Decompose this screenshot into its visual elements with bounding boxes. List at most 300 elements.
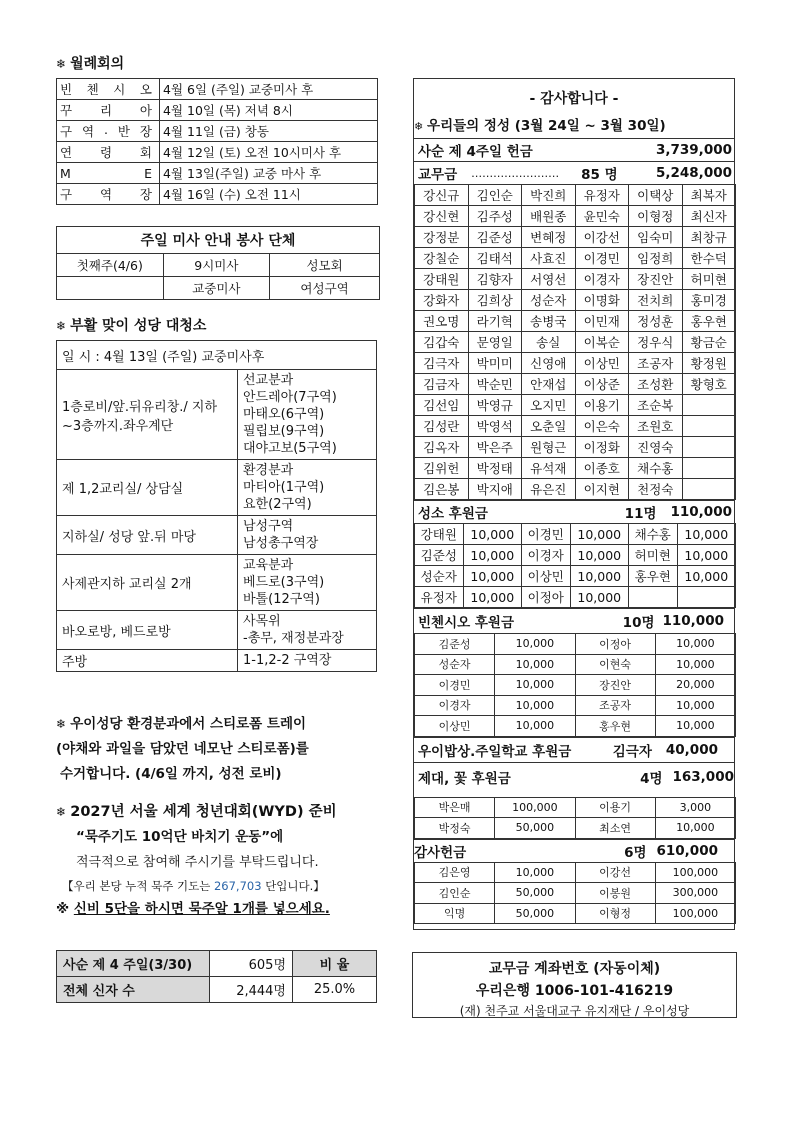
donor-name: 홍우현: [628, 566, 677, 587]
dues-names-row: [415, 479, 736, 500]
dues-names-row: [415, 269, 736, 290]
donation-amount: 10,000: [677, 545, 735, 566]
altar-row-item: [415, 797, 736, 818]
thanks-offering-amount: 610,000: [656, 842, 718, 859]
meeting-group-char: 역: [99, 187, 113, 202]
donor-name: 박은주: [468, 437, 522, 458]
donor-name: 이정아: [521, 587, 570, 608]
donor-name: 전치희: [629, 290, 683, 311]
donor-name: 사효진: [522, 248, 576, 269]
dues-names-row: [415, 458, 736, 479]
donor-name: 김태석: [468, 248, 522, 269]
thanks-offering-count: 6명: [624, 844, 647, 861]
vincent-row-item: [415, 716, 736, 737]
meeting-info: 4월 12일 (토) 오전 10시미사 후: [160, 142, 378, 163]
sungso-row-item: [415, 524, 736, 545]
donor-name: 조순복: [629, 395, 683, 416]
dues-names-row: [415, 311, 736, 332]
cleaning-assignee: 마태오(6구역): [243, 407, 325, 422]
donation-amount: 300,000: [655, 883, 735, 904]
donor-name: 이복순: [575, 332, 629, 353]
donor-name: 유정자: [575, 185, 629, 206]
donor-name: 박영규: [468, 395, 522, 416]
cleaning-assignee: 환경분과: [243, 463, 294, 478]
altar-count: 4명: [640, 770, 663, 787]
donor-name: 이상민: [415, 716, 495, 737]
donation-amount: 10,000: [495, 654, 575, 675]
donor-name: 성순자: [415, 566, 464, 587]
thanks-offering-label: 감사헌금: [414, 844, 467, 861]
donation-amount: 50,000: [495, 903, 575, 924]
cleaning-heading: [56, 315, 206, 335]
total-label: 전체 신자 수: [57, 977, 210, 1003]
sungso-label: 성소 후원금: [418, 506, 488, 522]
donor-name: [682, 395, 736, 416]
cleaning-row: [57, 516, 377, 555]
donor-name: 라기혁: [468, 311, 522, 332]
vincent-label: 빈첸시오 후원금: [418, 615, 514, 631]
altar-label: 제대, 꽃 후원금: [418, 770, 511, 787]
donor-name: 강칠순: [415, 248, 469, 269]
donor-name: 허미현: [628, 545, 677, 566]
sungso-count: 11명: [624, 506, 657, 522]
cleaning-assignees: [238, 555, 377, 611]
cleaning-date: 일 시 : 4월 13일 (주일) 교중미사후: [57, 341, 377, 370]
donor-name: 조공자: [629, 353, 683, 374]
donation-amount: 10,000: [570, 566, 628, 587]
notice1-line3: 수거합니다. (4/6일 까지, 성전 로비): [60, 766, 282, 782]
donor-name: 이명화: [575, 290, 629, 311]
donor-name: 천정숙: [629, 479, 683, 500]
cleaning-assignee: 선교분과: [243, 373, 294, 388]
donor-name: 허미현: [682, 269, 736, 290]
donor-name: 박정숙: [415, 818, 495, 839]
donor-name: 이경민: [575, 248, 629, 269]
donor-name: 송실: [522, 332, 576, 353]
rice-name: 김극자: [612, 743, 652, 760]
donor-name: 이정아: [575, 634, 655, 655]
donor-name: 권오명: [415, 311, 469, 332]
donor-name: 윤민숙: [575, 206, 629, 227]
donor-name: 최신자: [682, 206, 736, 227]
sungso-row-item: [415, 587, 736, 608]
donor-name: 박정태: [468, 458, 522, 479]
monthly-meeting-table: [56, 78, 378, 205]
donor-name: 유은진: [522, 479, 576, 500]
rice-row: [414, 737, 734, 762]
meeting-group-char: 령: [99, 145, 113, 160]
donor-name: 조원호: [629, 416, 683, 437]
donor-name: 장진안: [629, 269, 683, 290]
donor-name: 조성환: [629, 374, 683, 395]
cleaning-assignee: 남성구역: [243, 519, 294, 534]
meeting-row: [57, 142, 378, 163]
donor-name: 김준성: [468, 227, 522, 248]
donor-name: [682, 479, 736, 500]
ratio-label: 비 율: [293, 951, 377, 977]
dues-names-row: [415, 290, 736, 311]
offering-label: 사순 제 4주일 헌금: [418, 144, 533, 160]
donation-amount: 10,000: [655, 634, 735, 655]
cleaning-title: 부활 맞이 성당 대청소: [70, 318, 207, 334]
donor-name: 채수홍: [629, 458, 683, 479]
donor-name: 이경민: [415, 675, 495, 696]
donor-name: 최소연: [575, 818, 655, 839]
sungso-row: [414, 500, 734, 523]
thanks-title: - 감사합니다 -: [529, 91, 619, 107]
donor-name: 정성훈: [629, 311, 683, 332]
donor-name: 한수덕: [682, 248, 736, 269]
donor-name: 이현숙: [575, 654, 655, 675]
meeting-row: [57, 100, 378, 121]
meeting-group-char: M: [60, 165, 71, 181]
mass-guide-group: 성모회: [270, 254, 380, 277]
donation-amount: 20,000: [655, 675, 735, 696]
donor-name: 강화자: [415, 290, 469, 311]
mass-guide-group2: 여성구역: [270, 277, 380, 300]
donor-name: 김인순: [415, 883, 495, 904]
meeting-row: [57, 184, 378, 205]
donor-name: 홍우현: [575, 716, 655, 737]
rice-amount: 40,000: [665, 741, 718, 758]
donation-amount: 10,000: [677, 524, 735, 545]
donor-name: 송병국: [522, 311, 576, 332]
sungso-row-item: [415, 566, 736, 587]
meeting-info: 4월 11일 (금) 창동: [160, 121, 378, 142]
donation-amount: 10,000: [655, 654, 735, 675]
donor-name: 이용기: [575, 797, 655, 818]
meeting-group-char: 회: [139, 145, 152, 160]
vincent-amount: 110,000: [662, 613, 724, 629]
sungso-amount: 110,000: [670, 504, 732, 520]
donor-name: 변혜정: [522, 227, 576, 248]
notice2-line4: 【우리 본당 누적 묵주 기도는 267,703 단입니다.】: [62, 879, 325, 893]
cleaning-place: 제 1,2교리실/ 상담실: [57, 460, 238, 516]
notice2-line2: “묵주기도 10억단 바치기 운동”에: [76, 829, 284, 845]
cleaning-row: [57, 611, 377, 650]
donor-name: 이택상: [629, 185, 683, 206]
cleaning-assignee: 사목위: [243, 614, 281, 629]
cleaning-assignee: 바톨(12구역): [243, 592, 320, 607]
meeting-group: [57, 142, 160, 163]
meeting-group-char: 빈: [60, 82, 73, 97]
donor-name: 서영선: [522, 269, 576, 290]
altar-row-item: [415, 818, 736, 839]
account-holder: (재) 천주교 서울대교구 유지재단 / 우이성당: [459, 1004, 690, 1018]
donor-name: 김위헌: [415, 458, 469, 479]
meeting-group-char: 시: [113, 82, 126, 97]
offering-row: [414, 138, 734, 161]
mass-guide-time2: 교중미사: [163, 277, 270, 300]
dues-count: 85 명: [581, 167, 618, 183]
rice-label: 우이밥상.주일학교 후원금: [418, 743, 572, 760]
mass-guide-title: 주일 미사 안내 봉사 단체: [57, 227, 380, 254]
vincent-table: [414, 633, 736, 737]
meeting-info: 4월 16일 (수) 오전 11시: [163, 187, 301, 202]
cleaning-assignee: 베드로(3구역): [243, 575, 325, 590]
cleaning-assignee: 교육분과: [243, 558, 294, 573]
donation-amount: 10,000: [677, 566, 735, 587]
meeting-group-char: 장: [139, 124, 152, 139]
donation-amount: 3,000: [655, 797, 735, 818]
cleaning-place: 사제관지하 교리실 2개: [57, 555, 238, 611]
bullet-icon: ❄: [56, 717, 71, 731]
meeting-group: [57, 79, 160, 100]
donor-name: 문영일: [468, 332, 522, 353]
donation-amount: 50,000: [495, 883, 575, 904]
donation-amount: [677, 587, 735, 608]
meeting-row: [57, 163, 378, 184]
cleaning-assignees: [238, 611, 377, 650]
donation-amount: 10,000: [495, 862, 575, 883]
donor-name: 황금순: [682, 332, 736, 353]
cleaning-assignees: [238, 370, 377, 460]
donor-name: 이강선: [575, 227, 629, 248]
donor-name: 강신규: [415, 185, 469, 206]
donation-amount: 10,000: [570, 587, 628, 608]
thanks-offering-row-item: [415, 862, 736, 883]
notice1-line2: (야채와 과일을 담았던 네모난 스티로폼)를: [56, 741, 309, 757]
vincent-row-item: [415, 654, 736, 675]
donor-name: 김갑숙: [415, 332, 469, 353]
donor-name: 김준성: [415, 545, 464, 566]
donor-name: 이경자: [575, 269, 629, 290]
donor-name: 이종호: [575, 458, 629, 479]
donor-name: 신영애: [522, 353, 576, 374]
meeting-group-char: E: [144, 165, 152, 181]
donation-amount: 10,000: [495, 675, 575, 696]
donor-name: 이민재: [575, 311, 629, 332]
donor-name: 최복자: [682, 185, 736, 206]
meeting-group-char: 연: [60, 145, 73, 160]
donor-name: [682, 416, 736, 437]
dues-names-row: [415, 353, 736, 374]
donor-name: 이형정: [629, 206, 683, 227]
altar-row: [414, 762, 734, 791]
donor-name: 성순자: [522, 290, 576, 311]
donor-name: 강신현: [415, 206, 469, 227]
donor-name: 오춘일: [522, 416, 576, 437]
rosary-count: 267,703: [213, 879, 262, 893]
donor-name: 유정자: [415, 587, 464, 608]
donor-name: 최창규: [682, 227, 736, 248]
meeting-info: 4월 6일 (주일) 교중미사 후: [160, 79, 378, 100]
attendance-value: 605명: [210, 951, 293, 977]
cleaning-row: [57, 650, 377, 672]
donor-name: 이강선: [575, 862, 655, 883]
vincent-row-item: [415, 675, 736, 696]
account-title: 교무금 계좌번호 (자동이체): [488, 961, 661, 977]
cleaning-assignee: 요한(2구역): [243, 497, 312, 512]
styrofoam-notice: [56, 712, 309, 787]
donor-name: 김은영: [415, 862, 495, 883]
sungso-table: [414, 523, 736, 608]
dues-names-row: [415, 416, 736, 437]
dues-amount: 5,248,000: [655, 165, 732, 181]
donor-name: 김준성: [415, 634, 495, 655]
dues-label: 교무금: [418, 167, 458, 183]
meeting-group: [57, 121, 160, 142]
thanks-offering-row: [414, 839, 734, 862]
donor-name: 이상민: [575, 353, 629, 374]
cleaning-row: [57, 460, 377, 516]
donation-amount: 10,000: [463, 524, 521, 545]
ratio-value: 25.0%: [293, 977, 377, 1003]
donor-name: 김은봉: [415, 479, 469, 500]
cleaning-place: 주방: [57, 650, 238, 672]
altar-table: [414, 797, 736, 839]
donor-name: 안재섭: [522, 374, 576, 395]
dues-names-row: [415, 185, 736, 206]
thanks-period-line: [414, 114, 734, 134]
monthly-meeting-heading: [56, 53, 124, 73]
meeting-group: [57, 163, 160, 184]
notice2-line5: ※ 신비 5단을 하시면 묵주알 1개를 넣으세요.: [56, 901, 330, 917]
donation-amount: 10,000: [495, 716, 575, 737]
meeting-group-char: 꾸: [60, 103, 73, 118]
donation-amount: 10,000: [570, 524, 628, 545]
meeting-group-char: 역: [82, 124, 95, 139]
attendance-table: [56, 950, 377, 1003]
altar-amount: 163,000: [672, 768, 734, 785]
cleaning-assignee: 필립보(9구역): [243, 424, 325, 439]
meeting-group: [57, 184, 160, 205]
notice2-line3: 적극적으로 참여해 주시기를 부탁드립니다.: [76, 855, 319, 870]
donation-amount: 10,000: [495, 634, 575, 655]
thanks-panel: [413, 78, 735, 930]
donor-name: 이정화: [575, 437, 629, 458]
dues-names-row: [415, 374, 736, 395]
mass-guide-week: 첫째주(4/6): [57, 254, 164, 277]
dues-row: [414, 161, 734, 184]
donor-name: 성순자: [415, 654, 495, 675]
dues-names-table: [414, 184, 736, 500]
cleaning-row: [57, 555, 377, 611]
mass-guide-time: 9시미사: [163, 254, 270, 277]
donor-name: 홍우현: [682, 311, 736, 332]
donor-name: 이용기: [575, 395, 629, 416]
donor-name: 강정분: [415, 227, 469, 248]
cleaning-assignee: -총무, 재정분과장: [243, 631, 344, 646]
donor-name: 정우식: [629, 332, 683, 353]
account-box: [412, 952, 737, 1018]
dues-names-row: [415, 437, 736, 458]
donor-name: 황형호: [682, 374, 736, 395]
dues-names-row: [415, 248, 736, 269]
cleaning-assignee: 남성총구역장: [243, 536, 319, 551]
donor-name: 김인순: [468, 185, 522, 206]
meeting-group: [57, 100, 160, 121]
bullet-icon: ❄: [414, 120, 428, 133]
dues-names-row: [415, 332, 736, 353]
mass-guide-table: [56, 226, 380, 300]
thanks-offering-table: [414, 862, 736, 925]
vincent-row-item: [415, 634, 736, 655]
donor-name: [682, 458, 736, 479]
meeting-row: [57, 121, 378, 142]
donor-name: 박진희: [522, 185, 576, 206]
donor-name: 박미미: [468, 353, 522, 374]
donation-amount: 10,000: [463, 545, 521, 566]
meeting-info: 4월 10일 (목) 저녁 8시: [160, 100, 378, 121]
bullet-icon: ❄: [56, 57, 67, 71]
donation-amount: 10,000: [495, 695, 575, 716]
dues-names-row: [415, 227, 736, 248]
donor-name: 익명: [415, 903, 495, 924]
donor-name: 배원종: [522, 206, 576, 227]
donor-name: 김성란: [415, 416, 469, 437]
cleaning-assignees: [238, 516, 377, 555]
monthly-meeting-title: 월례회의: [70, 56, 125, 72]
donation-amount: 100,000: [655, 862, 735, 883]
donor-name: 박순민: [468, 374, 522, 395]
donation-amount: 50,000: [495, 818, 575, 839]
thanks-offering-row-item: [415, 903, 736, 924]
vincent-row-item: [415, 695, 736, 716]
donor-name: 원형근: [522, 437, 576, 458]
donor-name: 이상준: [575, 374, 629, 395]
donation-amount: 10,000: [655, 818, 735, 839]
attendance-label: 사순 제 4 주일(3/30): [57, 951, 210, 977]
donor-name: 황정원: [682, 353, 736, 374]
meeting-group-char: 첸: [86, 82, 99, 97]
donor-name: 임정희: [629, 248, 683, 269]
meeting-group-char: 구: [60, 124, 73, 139]
donor-name: 김희상: [468, 290, 522, 311]
donor-name: 홍미경: [682, 290, 736, 311]
cleaning-assignee: 마티아(1구역): [243, 480, 325, 495]
donor-name: 김주성: [468, 206, 522, 227]
donation-amount: 100,000: [495, 797, 575, 818]
meeting-group-char: 오: [139, 82, 152, 97]
donor-name: 박은매: [415, 797, 495, 818]
thanks-period: 우리들의 정성 (3월 24일 ~ 3월 30일): [427, 118, 666, 134]
donor-name: 김선임: [415, 395, 469, 416]
donation-amount: 10,000: [655, 695, 735, 716]
cleaning-assignee: 1-1,2-2 구역장: [243, 653, 332, 668]
donor-name: 박지애: [468, 479, 522, 500]
dues-names-row: [415, 395, 736, 416]
donor-name: 조공자: [575, 695, 655, 716]
donation-amount: 10,000: [655, 716, 735, 737]
cleaning-row: [57, 370, 377, 460]
notice2-line1: 2027년 서울 세계 청년대회(WYD) 준비: [70, 804, 337, 820]
meeting-group-char: 구: [60, 187, 73, 202]
cleaning-table: [56, 340, 377, 672]
donor-name: 이은숙: [575, 416, 629, 437]
account-number: 우리은행 1006-101-416219: [475, 983, 674, 999]
donor-name: [628, 587, 677, 608]
donor-name: 김극자: [415, 353, 469, 374]
vincent-row: [414, 608, 734, 633]
donor-name: 김옥자: [415, 437, 469, 458]
meeting-group-char: 장: [139, 187, 152, 202]
donor-name: 이형정: [575, 903, 655, 924]
donor-name: 채수홍: [628, 524, 677, 545]
dues-names-row: [415, 206, 736, 227]
donor-name: 오지민: [522, 395, 576, 416]
cleaning-place: 지하실/ 성당 앞.뒤 마당: [57, 516, 238, 555]
donor-name: 이경자: [521, 545, 570, 566]
donation-amount: 10,000: [463, 566, 521, 587]
notice1-line1: 우이성당 환경분과에서 스티로폼 트레이: [70, 716, 307, 732]
donor-name: 김금자: [415, 374, 469, 395]
donor-name: 진영숙: [629, 437, 683, 458]
meeting-info: 4월 13일(주일) 교중 마사 후: [160, 163, 378, 184]
donor-name: 이상민: [521, 566, 570, 587]
mass-guide-empty: [57, 277, 164, 300]
donor-name: 이경민: [521, 524, 570, 545]
